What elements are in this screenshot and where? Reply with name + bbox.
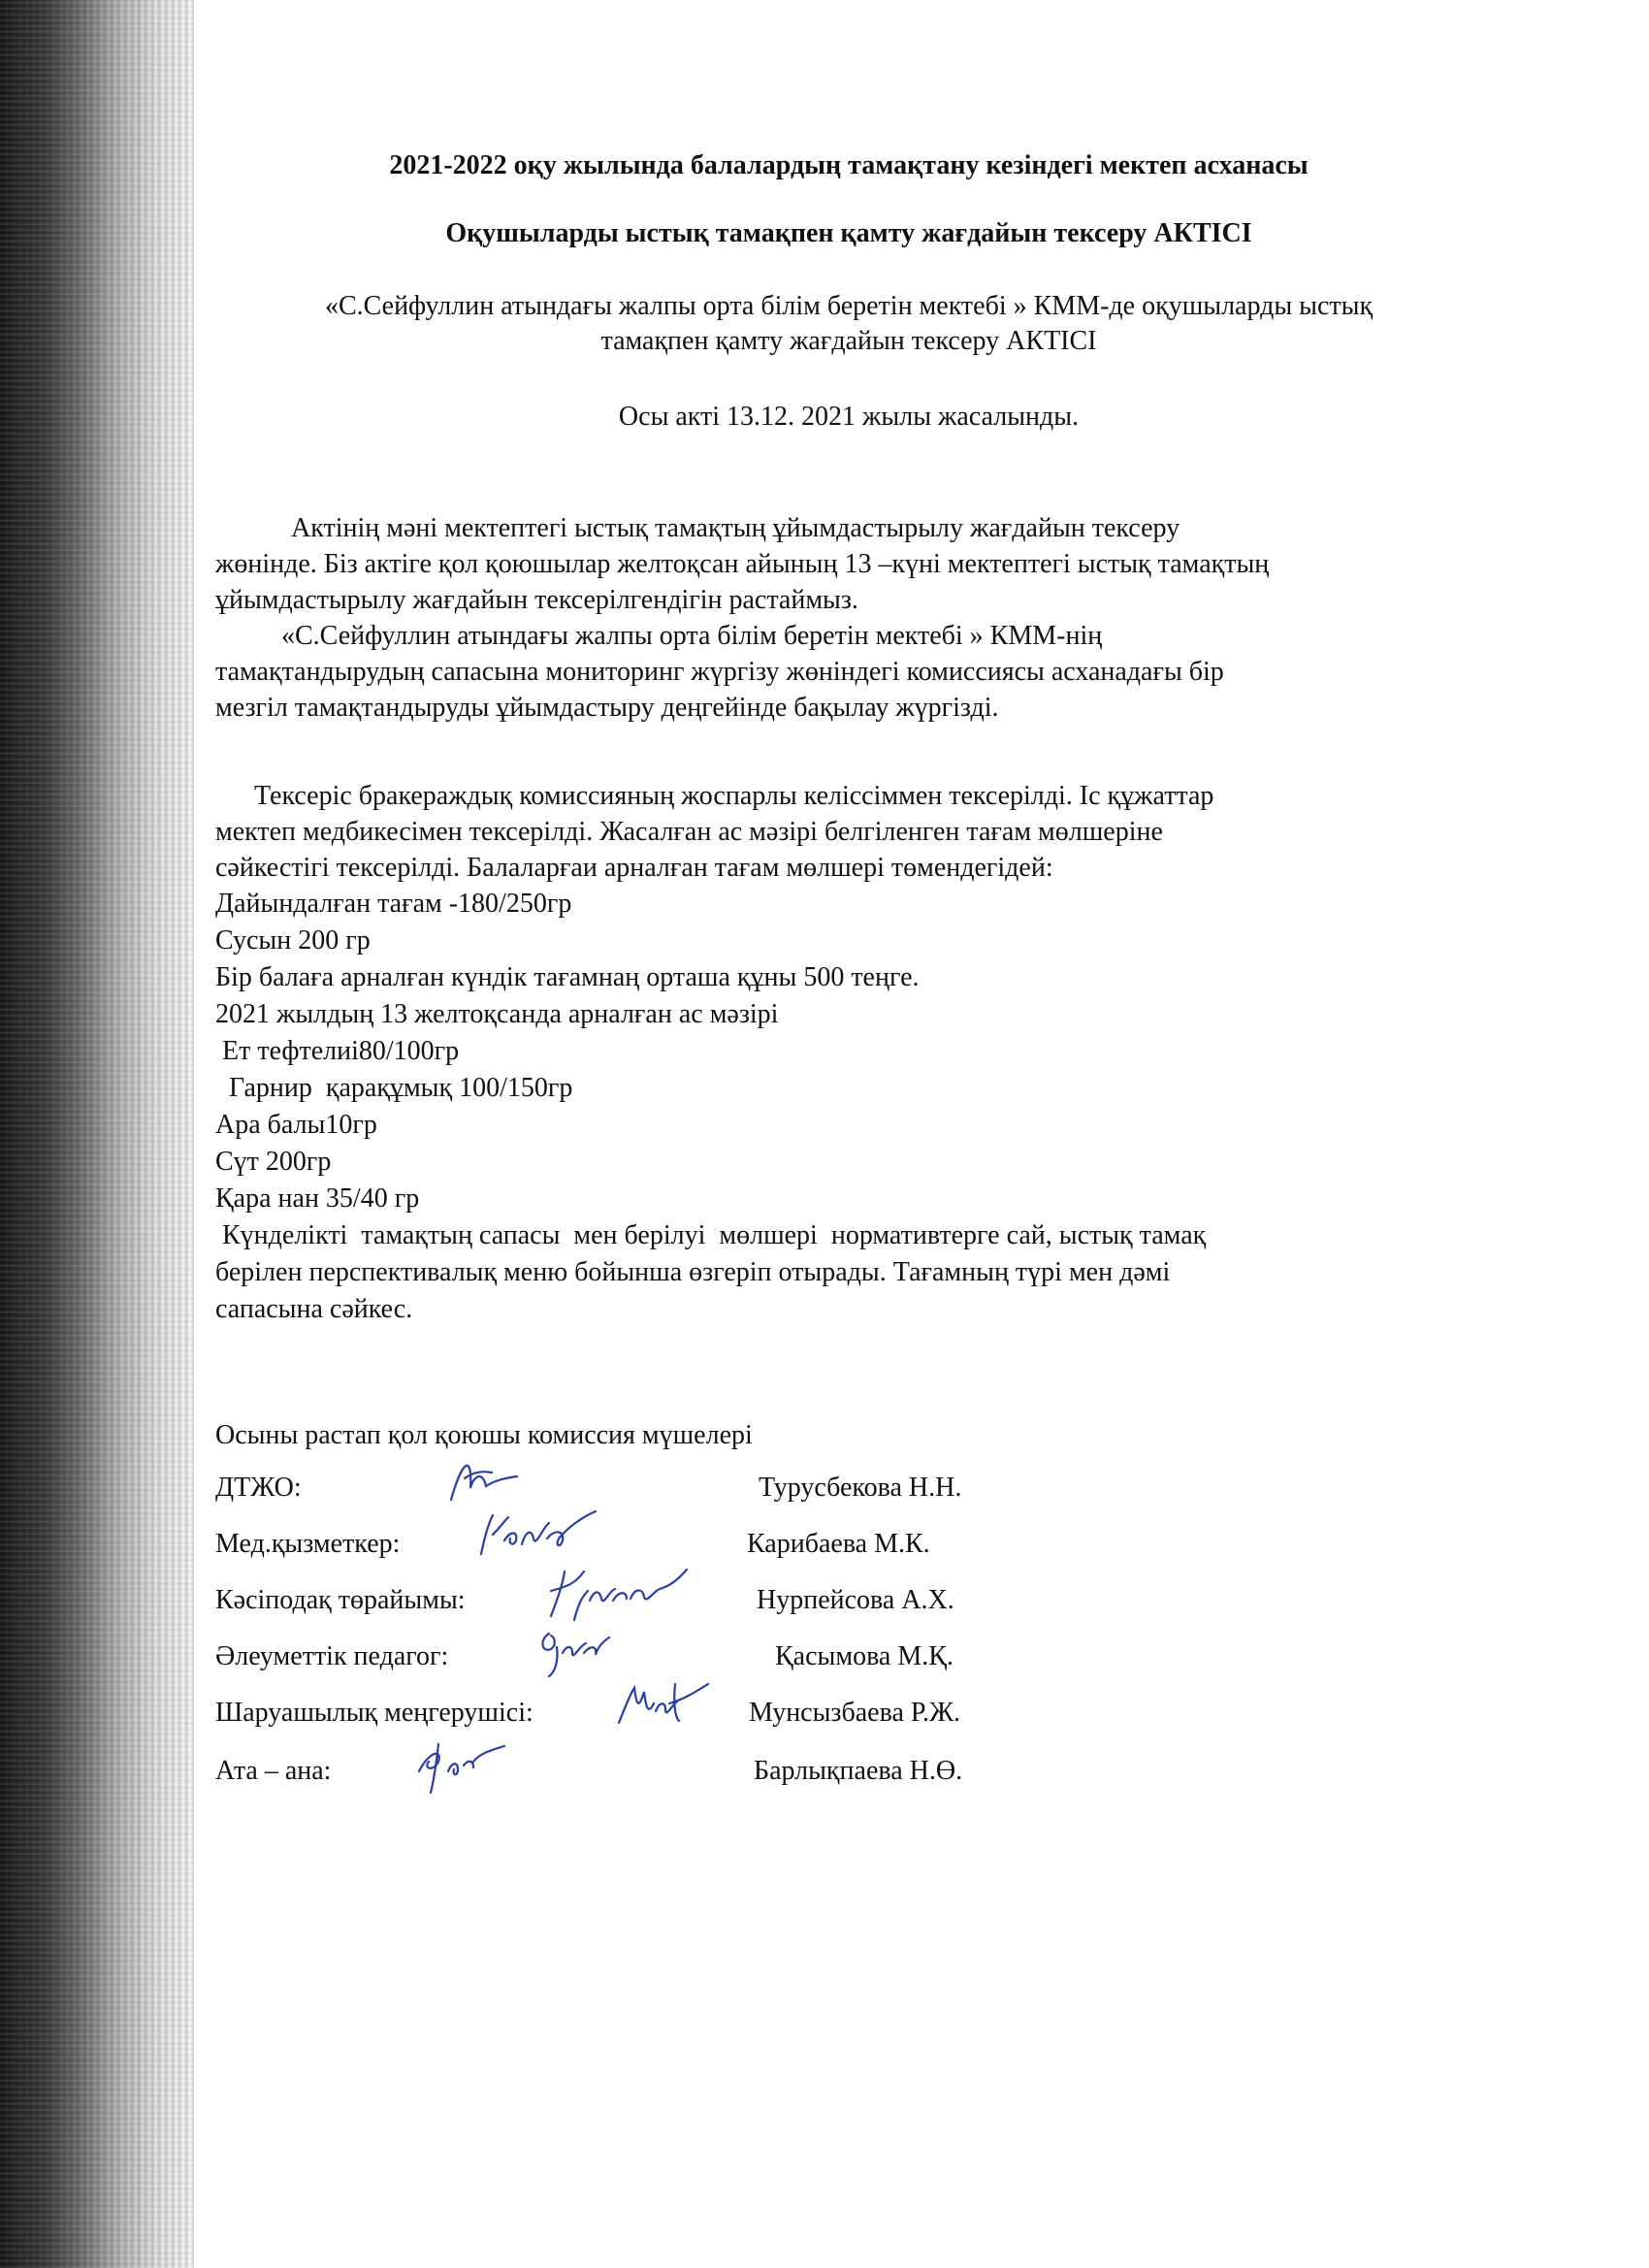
menu-item: Гарнир қарақұмық 100/150гр xyxy=(215,1073,573,1103)
doc-date-line: Осы акті 13.12. 2021 жылы жасалынды. xyxy=(618,402,1080,432)
signatory-title: ДТЖО: xyxy=(215,1473,302,1503)
menu-item: Ет тефтелиі80/100гр xyxy=(215,1036,460,1066)
signatory-name: Карибаева М.К. xyxy=(747,1529,930,1559)
signature-row xyxy=(215,1527,1282,1575)
para2-line1: «С.Сейфуллин атындағы жалпы орта білім беретін мектебі » КММ-нің xyxy=(281,621,1103,651)
signature-row xyxy=(215,1583,1282,1632)
signature-row xyxy=(215,1754,1282,1802)
daily-cost-line: Бір балаға арналған күндік тағамнаң орташа құны 500 теңге. xyxy=(215,962,920,992)
signatory-title: Әлеуметтік педагог: xyxy=(215,1641,449,1671)
doc-title-line1: 2021-2022 оқу жылында балалардың тамақтану кезіндегі мектеп асханасы xyxy=(389,150,1309,180)
signatory-name: Барлықпаева Н.Ө. xyxy=(754,1756,963,1786)
para4-line3: сапасына сәйкес. xyxy=(215,1294,413,1324)
menu-item: Сүт 200гр xyxy=(215,1147,332,1177)
food-portion-line: Дайындалған тағам -180/250гр xyxy=(215,889,572,919)
signatory-title: Кәсіподақ төрайымы: xyxy=(215,1585,466,1615)
handwritten-signature xyxy=(475,1506,601,1566)
signature-row xyxy=(215,1639,1282,1688)
signatory-title: Ата – ана: xyxy=(215,1756,332,1786)
signatures-heading: Осыны растап қол қоюшы комиссия мүшелері xyxy=(215,1420,753,1450)
signature-row xyxy=(215,1696,1282,1744)
para2-line3: мезгіл тамақтандыруды ұйымдастыру деңгейінде бақылау жүргізді. xyxy=(215,693,999,723)
drink-portion-line: Сусын 200 гр xyxy=(215,925,371,956)
doc-subtitle-line2: тамақпен қамту жағдайын тексеру АКТІСІ xyxy=(600,326,1097,356)
handwritten-signature xyxy=(443,1449,521,1507)
para3-line3: сәйкестігі тексерілді. Балаларғаи арналған тағам мөлшері төмендегідей: xyxy=(215,853,1053,883)
para4-line1: Күнделікті тамақтың сапасы мен берілуі мөлшері нормативтерге сай, ыстық тамақ xyxy=(215,1220,1207,1250)
signatory-name: Мунсызбаева Р.Ж. xyxy=(749,1698,961,1728)
para3-line2: мектеп медбикесімен тексерілді. Жасалған ас мәзірі белгіленген тағам мөлшеріне xyxy=(215,817,1163,847)
menu-item: Ара балы10гр xyxy=(215,1110,377,1140)
doc-title-line2: Оқушыларды ыстық тамақпен қамту жағдайын тексеру АКТІСІ xyxy=(445,218,1252,248)
signatory-name: Қасымова М.Қ. xyxy=(775,1641,954,1671)
signatory-name: Нурпейсова А.Х. xyxy=(757,1585,954,1615)
para1-line3: ұйымдастырылу жағдайын тексерілгендігін растаймыз. xyxy=(215,585,858,615)
para2-line2: тамақтандырудың сапасына мониторинг жүргізу жөніндегі комиссиясы асханадағы бір xyxy=(215,657,1224,687)
para4-line2: берілен перспективалық меню бойынша өзгеріп отырады. Тағамның түрі мен дәмі xyxy=(215,1257,1171,1287)
handwritten-signature xyxy=(534,1618,611,1682)
doc-subtitle-line1: «С.Сейфуллин атындағы жалпы орта білім беретін мектебі » КММ-де оқушыларды ыстық xyxy=(324,291,1374,321)
para3-line1: Тексеріс бракераждық комиссияның жоспарлы келіссіммен тексерілді. Іс құжаттар xyxy=(254,781,1214,811)
menu-title-line: 2021 жылдың 13 желтоқсанда арналған ас мәзірі xyxy=(215,999,779,1029)
signatory-title: Мед.қызметкер: xyxy=(215,1529,401,1559)
handwritten-signature xyxy=(615,1674,712,1738)
para1-line1: Актінің мәні мектептегі ыстық тамақтың ұйымдастырылу жағдайын тексеру xyxy=(291,513,1180,543)
handwritten-signature xyxy=(545,1562,691,1626)
signatory-name: Турусбекова Н.Н. xyxy=(759,1473,962,1503)
handwritten-signature xyxy=(409,1733,506,1797)
para1-line2: жөнінде. Біз актіге қол қоюшылар желтоқсан айының 13 –күні мектептегі ыстық тамақтың xyxy=(215,549,1270,579)
signatory-title: Шаруашылық меңгерушісі: xyxy=(215,1698,534,1728)
signature-row xyxy=(215,1471,1282,1519)
menu-item: Қара нан 35/40 гр xyxy=(215,1183,420,1214)
